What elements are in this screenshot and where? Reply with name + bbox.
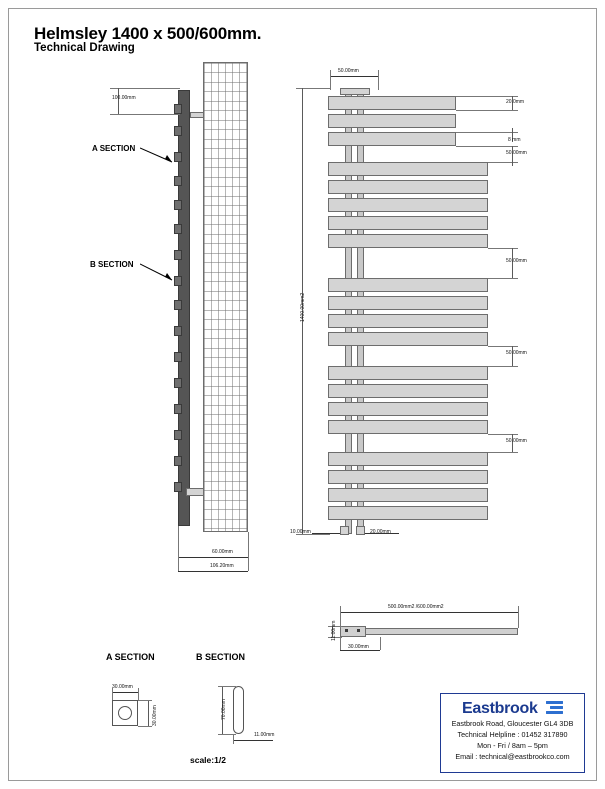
dim-b-height: 70.00mm <box>221 699 227 720</box>
top-rail-cap <box>340 88 370 95</box>
heating-bar <box>328 332 488 346</box>
wall-hatch <box>203 62 248 532</box>
ext-line <box>456 96 518 97</box>
dim-a-height: 30.00mm <box>152 705 158 726</box>
b-section-callout-arrow <box>140 256 180 286</box>
a-section-circle <box>118 706 132 720</box>
ext-line <box>178 557 179 571</box>
heating-bar <box>328 366 488 380</box>
ext-line <box>456 132 518 133</box>
scale-label: scale:1/2 <box>190 755 226 765</box>
dim-total-height: 1400.00mm2 <box>300 292 306 322</box>
a-section-callout-arrow <box>140 140 180 166</box>
heating-bar <box>328 180 488 194</box>
dim-b-width: 11.00mm <box>254 732 275 738</box>
heating-bar <box>328 402 488 416</box>
dim-line <box>233 740 273 741</box>
side-fin <box>174 224 182 234</box>
dim-plan-depth: 11.00mm <box>331 620 337 641</box>
dim-line <box>330 76 378 77</box>
dim-group-gap-2: 50.00mm <box>506 258 527 264</box>
heating-bar <box>328 132 456 146</box>
ext-line <box>488 248 518 249</box>
side-fin <box>174 456 182 466</box>
ext-line <box>233 734 234 744</box>
ext-line <box>110 88 180 89</box>
side-fin <box>174 200 182 210</box>
side-fin <box>174 404 182 414</box>
b-section-detail-label: B SECTION <box>196 652 246 662</box>
ext-line <box>456 146 518 147</box>
dim-bar-height-1: 20.0mm <box>506 99 525 105</box>
heating-bar <box>328 296 488 310</box>
side-fin <box>174 176 182 186</box>
ext-line <box>518 606 519 628</box>
ext-line <box>138 700 152 701</box>
heating-bar <box>328 234 488 248</box>
ext-line <box>138 726 152 727</box>
dim-side-total-depth: 106.20mm <box>210 563 234 569</box>
heating-bar <box>328 314 488 328</box>
dim-side-depth: 60.00mm <box>212 549 233 555</box>
side-bracket-bottom <box>186 488 204 496</box>
heating-bar <box>328 452 488 466</box>
page-subtitle: Technical Drawing <box>34 42 135 54</box>
heating-bar <box>328 216 488 230</box>
side-fin <box>174 430 182 440</box>
foot-right <box>356 526 365 535</box>
ext-line <box>248 557 249 571</box>
ext-line <box>248 532 249 559</box>
side-fin <box>174 482 182 492</box>
ext-line <box>380 637 381 650</box>
ext-line <box>488 162 518 163</box>
eastbrook-logo-icon <box>546 701 563 716</box>
ext-line <box>488 452 518 453</box>
brand-helpline: Technical Helpline : 01452 317890 <box>457 730 568 739</box>
ext-line <box>110 114 180 115</box>
dim-line <box>340 612 518 613</box>
ext-line <box>138 688 139 700</box>
dim-plan-width: 500.00mm2 /600.00mm2 <box>388 604 444 610</box>
heating-bar <box>328 114 456 128</box>
heating-bar <box>328 488 488 502</box>
dim-line <box>112 692 138 693</box>
heating-bar <box>328 96 456 110</box>
a-section-callout-label: A SECTION <box>92 144 136 153</box>
plan-fixing-dot <box>357 629 360 632</box>
dim-foot-right: 20.00mm <box>370 529 391 535</box>
ext-line <box>488 278 518 279</box>
ext-line <box>378 70 379 90</box>
dim-foot-left: 10.00mm <box>290 529 311 535</box>
ext-line <box>218 686 236 687</box>
plan-fixing-dot <box>345 629 348 632</box>
plan-bracket-block <box>340 626 366 637</box>
side-fin <box>174 378 182 388</box>
ext-line <box>330 70 331 90</box>
brand-email: Email : technical@eastbrookco.com <box>455 752 570 761</box>
heating-bar <box>328 384 488 398</box>
dim-line-vert <box>148 700 149 726</box>
a-section-detail-label: A SECTION <box>106 652 155 662</box>
dim-side-top-offset: 100.00mm <box>112 95 136 101</box>
heating-bar <box>328 278 488 292</box>
b-section-callout-label: B SECTION <box>90 260 134 269</box>
heating-bar <box>328 506 488 520</box>
ext-line <box>488 366 518 367</box>
heating-bar <box>328 420 488 434</box>
ext-line <box>340 637 341 650</box>
plan-bar <box>340 628 518 635</box>
dim-group-gap-1: 50.00mm <box>506 150 527 156</box>
foot-left <box>340 526 349 535</box>
ext-line <box>488 346 518 347</box>
dim-line <box>340 650 380 651</box>
side-fin <box>174 104 182 114</box>
b-section-oval <box>233 686 244 734</box>
dim-top-rail-width: 50.00mm <box>338 68 359 74</box>
dim-group-gap-3: 50.00mm <box>506 350 527 356</box>
dim-group-gap-4: 50.00mm <box>506 438 527 444</box>
dim-gap-1: 8 mm <box>508 137 521 143</box>
brand-hours: Mon - Fri / 8am – 5pm <box>477 741 548 750</box>
ext-line <box>488 434 518 435</box>
dim-a-width: 30.00mm <box>112 684 133 690</box>
heating-bar <box>328 470 488 484</box>
side-fin <box>174 326 182 336</box>
heating-bar <box>328 198 488 212</box>
ext-line <box>340 606 341 628</box>
brand-name: Eastbrook <box>462 700 538 717</box>
page-title: Helmsley 1400 x 500/600mm. <box>34 24 262 43</box>
dim-line-vert <box>118 88 119 114</box>
dim-line <box>178 557 248 558</box>
dim-line <box>312 533 340 534</box>
ext-line <box>456 110 518 111</box>
side-fin <box>174 126 182 136</box>
brand-info-box <box>440 693 585 773</box>
dim-line-vert <box>512 346 513 366</box>
side-fin <box>174 300 182 310</box>
side-bracket-top <box>190 112 204 118</box>
dim-plan-bracket: 30.00mm <box>348 644 369 650</box>
side-fin <box>174 352 182 362</box>
ext-line <box>178 526 179 559</box>
dim-line <box>178 571 248 572</box>
dim-line-vert <box>512 146 513 166</box>
heating-bar <box>328 162 488 176</box>
brand-address: Eastbrook Road, Gloucester GL4 3DB <box>451 719 574 728</box>
